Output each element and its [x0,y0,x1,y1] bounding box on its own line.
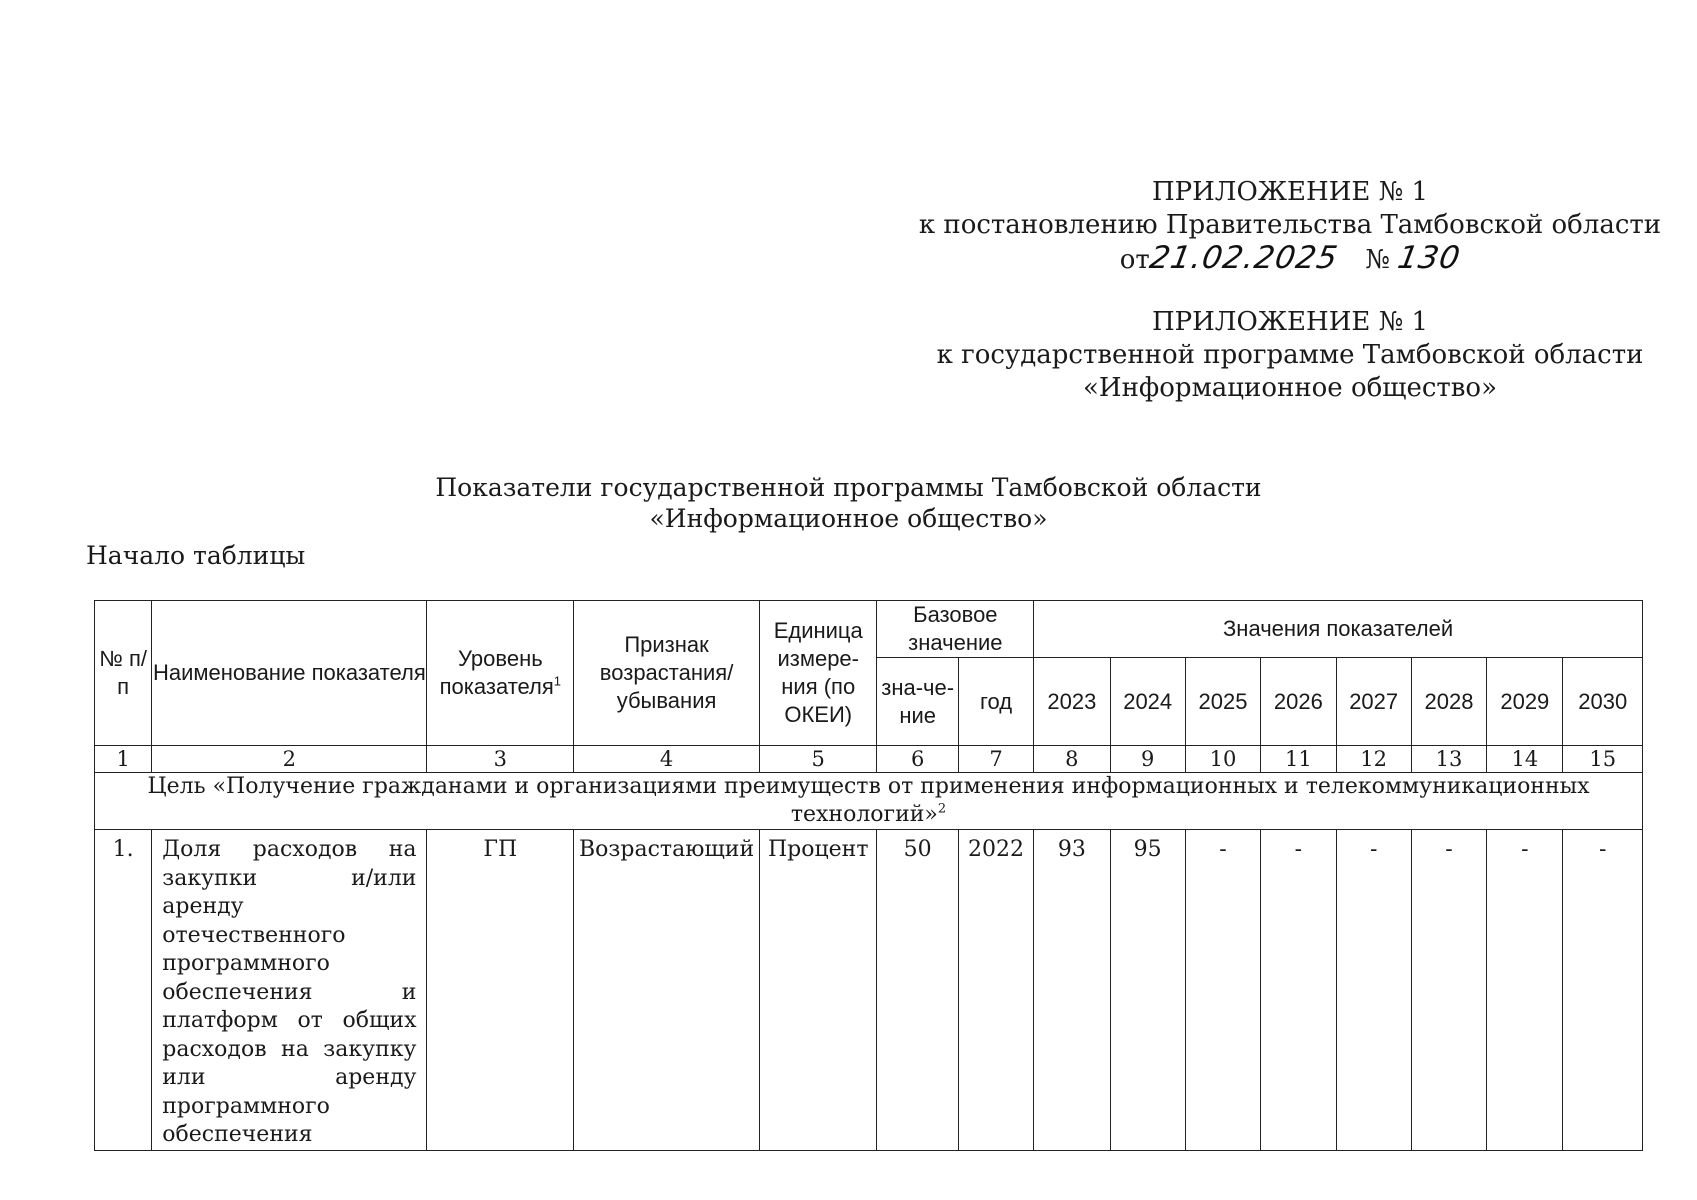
header-year: 2028 [1411,658,1486,746]
column-number: 2 [152,746,427,773]
goal-cell [95,773,1643,830]
row-value: - [1563,830,1643,1151]
document-title-line1: Показатели государственной программы Тамбовской области [435,473,1262,502]
column-number: 11 [1261,746,1336,773]
column-number: 12 [1336,746,1411,773]
header-values: Значения показателей [1034,601,1643,658]
column-number: 1 [95,746,152,773]
appendix-decree-line2: к постановлению Правительства Тамбовской области [918,210,1662,240]
document-title [0,472,1697,534]
row-base-year: 2022 [958,830,1033,1151]
header-year: 2029 [1487,658,1563,746]
row-value: - [1261,830,1336,1151]
handwritten-number: 130 [1395,240,1464,276]
column-number: 13 [1411,746,1486,773]
footnote-1: 1 [553,673,562,689]
row-value: - [1336,830,1411,1151]
header-year: 2025 [1185,658,1260,746]
header-year: 2024 [1110,658,1185,746]
row-trend: Возрастающий [574,830,760,1151]
appendix-decree-date-line [890,242,1690,277]
header-year: 2023 [1034,658,1110,746]
header-base-value: зна-че-ние [877,658,958,746]
appendix-decree-title: ПРИЛОЖЕНИЕ № 1 [1151,177,1429,207]
goal-text: Цель «Получение гражданами и организациями преимуществ от применения информационных и телекоммуникационных технологий» [147,774,1590,827]
row-value: - [1487,830,1563,1151]
row-value: - [1411,830,1486,1151]
header-name: Наименование показателя [152,601,427,746]
row-value: - [1185,830,1260,1151]
from-prefix: от [1119,245,1150,275]
goal-row [95,773,1643,830]
column-number: 9 [1110,746,1185,773]
handwritten-date: 21.02.2025 [1146,240,1341,276]
header-level-text: Уровень показателя [439,646,554,699]
column-number-row [95,746,1643,773]
column-number: 6 [877,746,958,773]
appendix-program-block [890,306,1690,405]
header-level [427,601,574,746]
footnote-2: 2 [937,801,947,817]
indicators-table [94,600,1643,1151]
row-name: Доля расходов на закупки и/или аренду отечественного программного обеспечения и платформ от общих расходов на закупку или аренду программного обеспечения [152,830,427,1151]
column-number: 14 [1487,746,1563,773]
header-unit: Единица измере-ния (по ОКЕИ) [759,601,877,746]
header-base-year: год [958,658,1033,746]
row-value: 93 [1034,830,1110,1151]
row-value: 95 [1110,830,1185,1151]
column-number: 8 [1034,746,1110,773]
column-number: 5 [759,746,877,773]
number-prefix: № [1365,245,1390,275]
appendix-program-line3: «Информационное общество» [1083,373,1497,403]
row-level: ГП [427,830,574,1151]
appendix-program-line2: к государственной программе Тамбовской области [936,340,1644,370]
column-number: 15 [1563,746,1643,773]
header-num: № п/п [95,601,152,746]
header-year: 2030 [1563,658,1643,746]
column-number: 3 [427,746,574,773]
row-unit: Процент [759,830,877,1151]
row-num: 1. [95,830,152,1151]
table-begin-label: Начало таблицы [86,541,306,570]
header-trend: Признак возрастания/ убывания [574,601,760,746]
header-year: 2026 [1261,658,1336,746]
column-number: 10 [1185,746,1260,773]
appendix-program-title: ПРИЛОЖЕНИЕ № 1 [1151,307,1429,337]
table-row [95,830,1643,1151]
column-number: 4 [574,746,760,773]
appendix-decree-block [890,176,1690,277]
document-title-line2: «Информационное общество» [649,504,1048,533]
row-base-value: 50 [877,830,958,1151]
column-number: 7 [958,746,1033,773]
header-base: Базовое значение [877,601,1034,658]
header-year: 2027 [1336,658,1411,746]
header-row-1 [95,601,1643,658]
